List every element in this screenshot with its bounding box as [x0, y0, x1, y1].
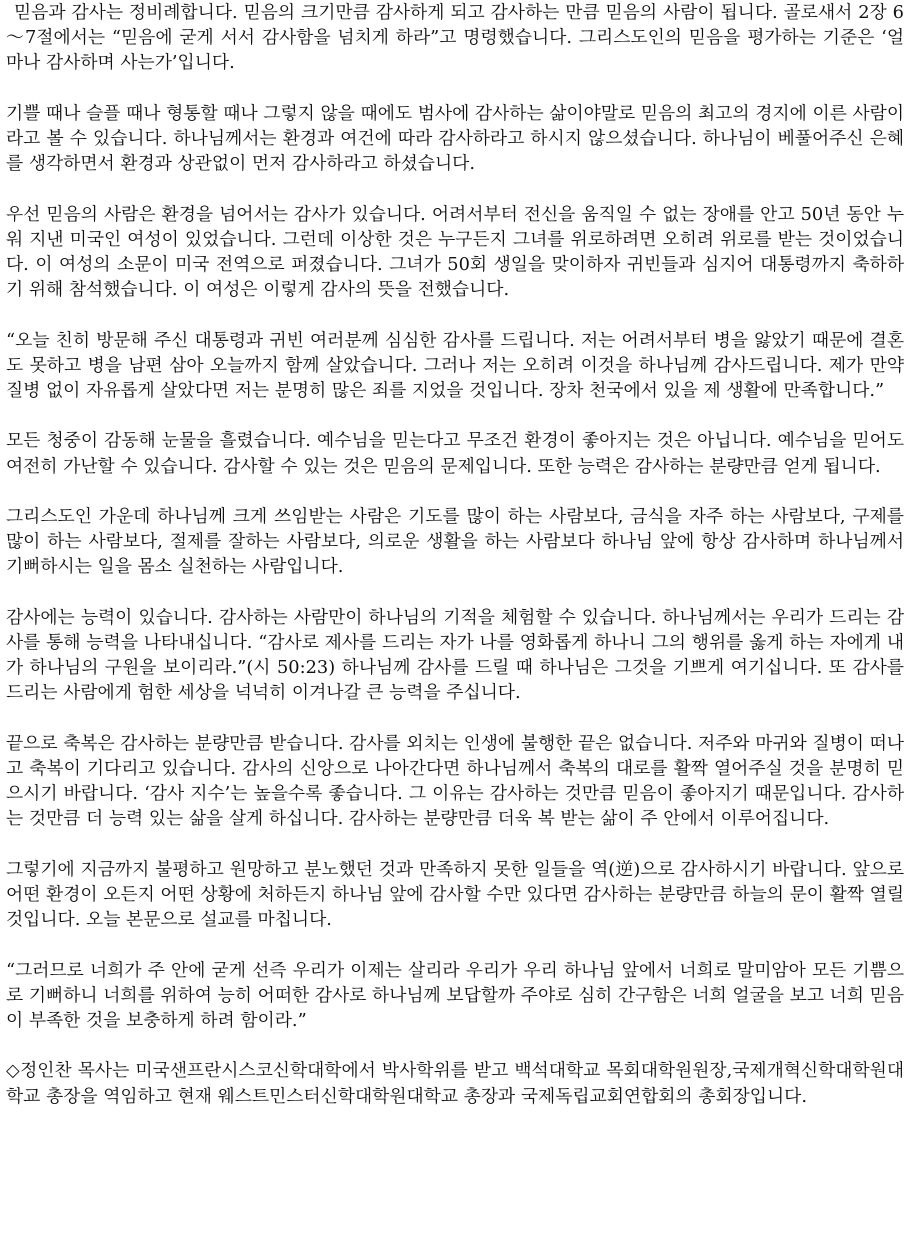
- paragraph-blessing: 끝으로 축복은 감사하는 분량만큼 받습니다. 감사를 외치는 인생에 불행한 끝은 없습니다. 저주와 마귀와 질병이 떠나고 축복이 기다리고 있습니다. 감사의 신앙으로 나아간다면 하나님께서 축복의 대로를 활짝 열어주실 것을 분명히 믿으시기 바랍니다. ‘감사 지수’는 높을수록 좋습니다. 그 이유는 감사하는 것만큼 믿음이 좋아지기 때문입니다. 감사하는 것만큼 더 능력 있는 삶을 살게 하십니다. 감사하는 분량만큼 더욱 복 받는 삶이 주 안에서 이루어집니다.: [6, 732, 904, 830]
- paragraph-conclusion: 그렇기에 지금까지 불평하고 원망하고 분노했던 것과 만족하지 못한 일들을 역(逆)으로 감사하시기 바랍니다. 앞으로 어떤 환경이 오든지 어떤 상황에 처하든지 하나님 앞에 감사할 수만 있다면 감사하는 분량만큼 하늘의 문이 활짝 열릴 것입니다. 오늘 본문으로 설교를 마칩니다.: [6, 858, 904, 931]
- paragraph-author-bio: ◇정인찬 목사는 미국샌프란시스코신학대학에서 박사학위를 받고 백석대학교 목회대학원원장,국제개혁신학대학원대학교 총장을 역임하고 현재 웨스트민스터신학대학원대학교 총장과 국제독립교회연합회의 총회장입니다.: [6, 1060, 904, 1107]
- paragraph-woman-quote: “오늘 친히 방문해 주신 대통령과 귀빈 여러분께 심심한 감사를 드립니다. 저는 어려서부터 병을 앓았기 때문에 결혼도 못하고 병을 남편 삼아 오늘까지 함께 살았습니다. 그러나 저는 오히려 이것을 하나님께 감사드립니다. 제가 만약 질병 없이 자유롭게 살았다면 저는 분명히 많은 죄를 지었을 것입니다. 장차 천국에서 있을 제 생활에 만족합니다.”: [6, 329, 904, 401]
- paragraph-faith-and-gratitude: 믿음과 감사는 정비례합니다. 믿음의 크기만큼 감사하게 되고 감사하는 만큼 믿음의 사람이 됩니다. 골로새서 2장 6～7절에서는 “믿음에 굳게 서서 감사함을 넘치게 하라”고 명령했습니다. 그리스도인의 믿음을 평가하는 기준은 ‘얼마나 감사하며 사는가’입니다.: [6, 2, 904, 74]
- paragraph-used-by-god: 그리스도인 가운데 하나님께 크게 쓰임받는 사람은 기도를 많이 하는 사람보다, 금식을 자주 하는 사람보다, 구제를 많이 하는 사람보다, 절제를 잘하는 사람보다, 의로운 생활을 하는 사람보다 하나님 앞에 항상 감사하며 하나님께서 기뻐하시는 일을 몸소 실천하는 사람입니다.: [6, 505, 904, 578]
- paragraph-thanks-in-all-things: 기쁠 때나 슬플 때나 형통할 때나 그렇지 않을 때에도 범사에 감사하는 삶이야말로 믿음의 최고의 경지에 이른 사람이라고 볼 수 있습니다. 하나님께서는 환경과 여건에 따라 감사하라고 하시지 않으셨습니다. 하나님이 베풀어주신 은혜를 생각하면서 환경과 상관없이 먼저 감사하라고 하셨습니다.: [6, 102, 904, 175]
- paragraph-scripture-quote: “그러므로 너희가 주 안에 굳게 선즉 우리가 이제는 살리라 우리가 우리 하나님 앞에서 너희로 말미암아 모든 기쁨으로 기뻐하니 너희를 위하여 능히 어떠한 감사로 하나님께 보답할까 주야로 심히 간구함은 너희 얼굴을 보고 너희 믿음이 부족한 것을 보충하게 하려 함이라.”: [6, 959, 904, 1031]
- paragraph-audience-moved: 모든 청중이 감동해 눈물을 흘렸습니다. 예수님을 믿는다고 무조건 환경이 좋아지는 것은 아닙니다. 예수님을 믿어도 여전히 가난할 수 있습니다. 감사할 수 있는 것은 믿음의 문제입니다. 또한 능력은 감사하는 분량만큼 얻게 됩니다.: [6, 430, 904, 477]
- paragraph-bedridden-woman: 우선 믿음의 사람은 환경을 넘어서는 감사가 있습니다. 어려서부터 전신을 움직일 수 없는 장애를 안고 50년 동안 누워 지낸 미국인 여성이 있었습니다. 그런데 이상한 것은 누구든지 그녀를 위로하려면 오히려 위로를 받는 것이었습니다. 이 여성의 소문이 미국 전역으로 퍼졌습니다. 그녀가 50회 생일을 맞이하자 귀빈들과 심지어 대통령까지 축하하기 위해 참석했습니다. 이 여성은 이렇게 감사의 뜻을 전했습니다.: [6, 203, 904, 301]
- paragraph-power-of-thanks: 감사에는 능력이 있습니다. 감사하는 사람만이 하나님의 기적을 체험할 수 있습니다. 하나님께서는 우리가 드리는 감사를 통해 능력을 나타내십니다. “감사로 제사를 드리는 자가 나를 영화롭게 하나니 그의 행위를 옳게 하는 자에게 내가 하나님의 구원을 보이리라.”(시 50:23) 하나님께 감사를 드릴 때 하나님은 그것을 기쁘게 여기십니다. 또 감사를 드리는 사람에게 험한 세상을 넉넉히 이겨나갈 큰 능력을 주십니다.: [6, 606, 904, 704]
